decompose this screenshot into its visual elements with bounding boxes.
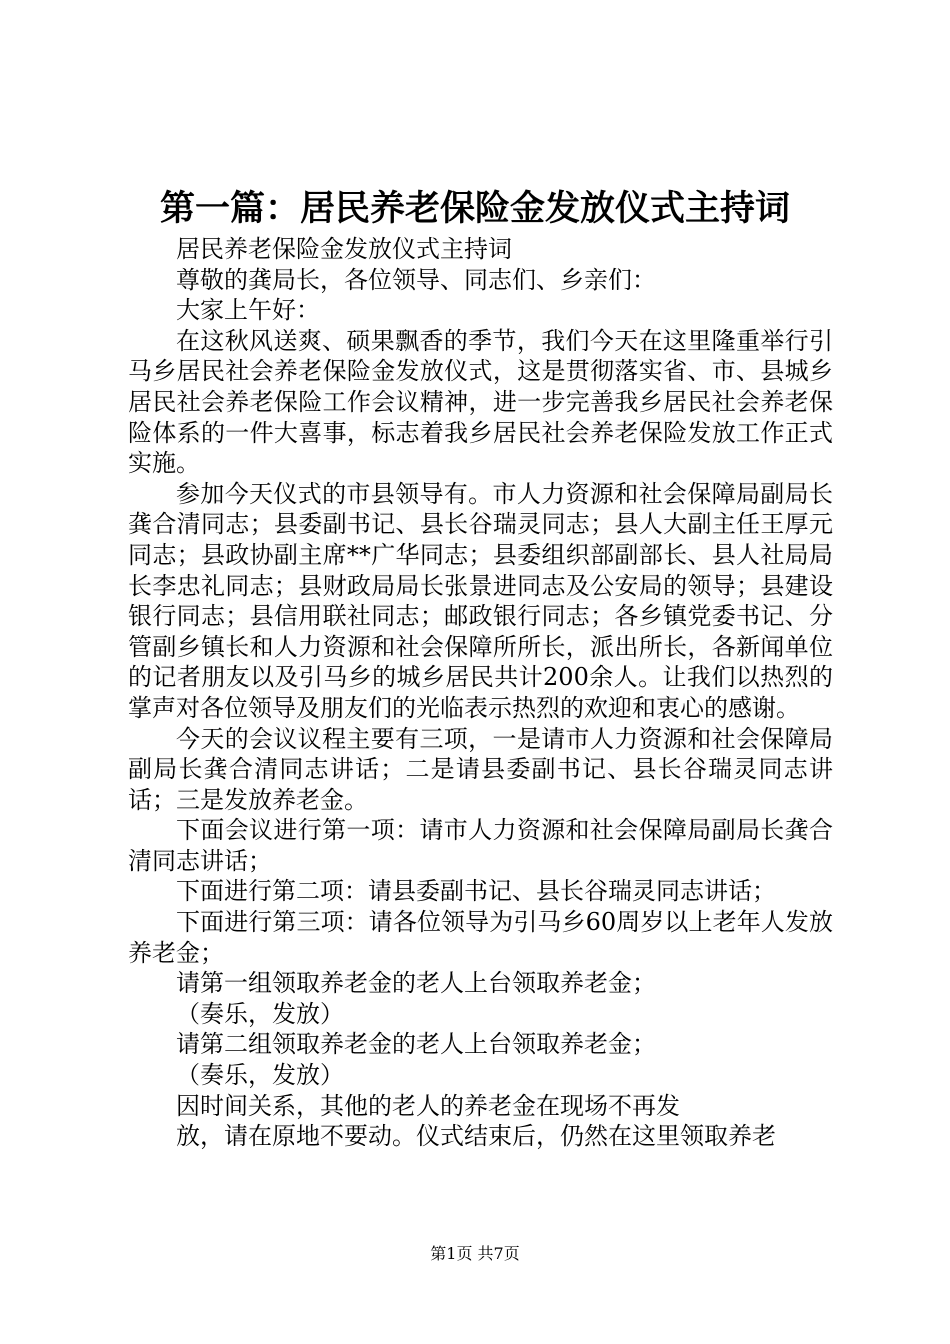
paragraph-item-three: 下面进行第三项：请各位领导为引马乡60周岁以上老年人发放养老金； [128,908,833,967]
document-title: 第一篇：居民养老保险金发放仪式主持词 [159,188,790,229]
paragraph-agenda: 今天的会议议程主要有三项，一是请市人力资源和社会保障局副局长龚合清同志讲话；二是请县委副书记、县长谷瑞灵同志讲话；三是发放养老金。 [128,724,833,814]
paragraph-notice-line-two: 放，请在原地不要动。仪式结束后，仍然在这里领取养老 [176,1122,776,1151]
paragraph-item-two: 下面进行第二项：请县委副书记、县长谷瑞灵同志讲话； [176,877,776,906]
document-body [128,234,833,1152]
page-footer: 第1页 共7页 [430,1244,520,1263]
paragraph-attendees: 参加今天仪式的市县领导有。市人力资源和社会保障局副局长龚合清同志；县委副书记、县长谷瑞灵同志；县人大副主任王厚元同志；县政协副主席**广华同志；县委组织部副部长、县人社局局长李忠礼同志；县财政局局长张景进同志及公安局的领导；县建设银行同志；县信用联社同志；邮政银行同志；各乡镇党委书记、分管副乡镇长和人力资源和社会保障所所长，派出所长，各新闻单位的记者朋友以及引马乡的城乡居民共计200余人。让我们以热烈的掌声对各位领导及朋友们的光临表示热烈的欢迎和衷心的感谢。 [128,479,833,722]
paragraph-subtitle: 居民养老保险金发放仪式主持词 [176,235,512,263]
paragraph-notice-line-one: 因时间关系，其他的老人的养老金在现场不再发 [176,1091,680,1120]
paragraph-item-one: 下面会议进行第一项：请市人力资源和社会保障局副局长龚合清同志讲话； [128,816,833,875]
paragraph-group-two: 请第二组领取养老金的老人上台领取养老金； [176,1030,656,1059]
paragraph-music-two: （奏乐，发放） [176,1061,344,1090]
paragraph-music-one: （奏乐，发放） [176,999,344,1028]
paragraph-group-one: 请第一组领取养老金的老人上台领取养老金； [176,969,656,998]
paragraph-opening: 在这秋风送爽、硕果飘香的季节，我们今天在这里隆重举行引马乡居民社会养老保险金发放仪式，这是贯彻落实省、市、县城乡居民社会养老保险工作会议精神，进一步完善我乡居民社会养老保险体系的一件大喜事，标志着我乡居民社会养老保险发放工作正式实施。 [128,326,833,478]
paragraph-greeting: 大家上午好： [176,296,320,325]
paragraph-salutation: 尊敬的龚局长，各位领导、同志们、乡亲们： [176,265,656,294]
